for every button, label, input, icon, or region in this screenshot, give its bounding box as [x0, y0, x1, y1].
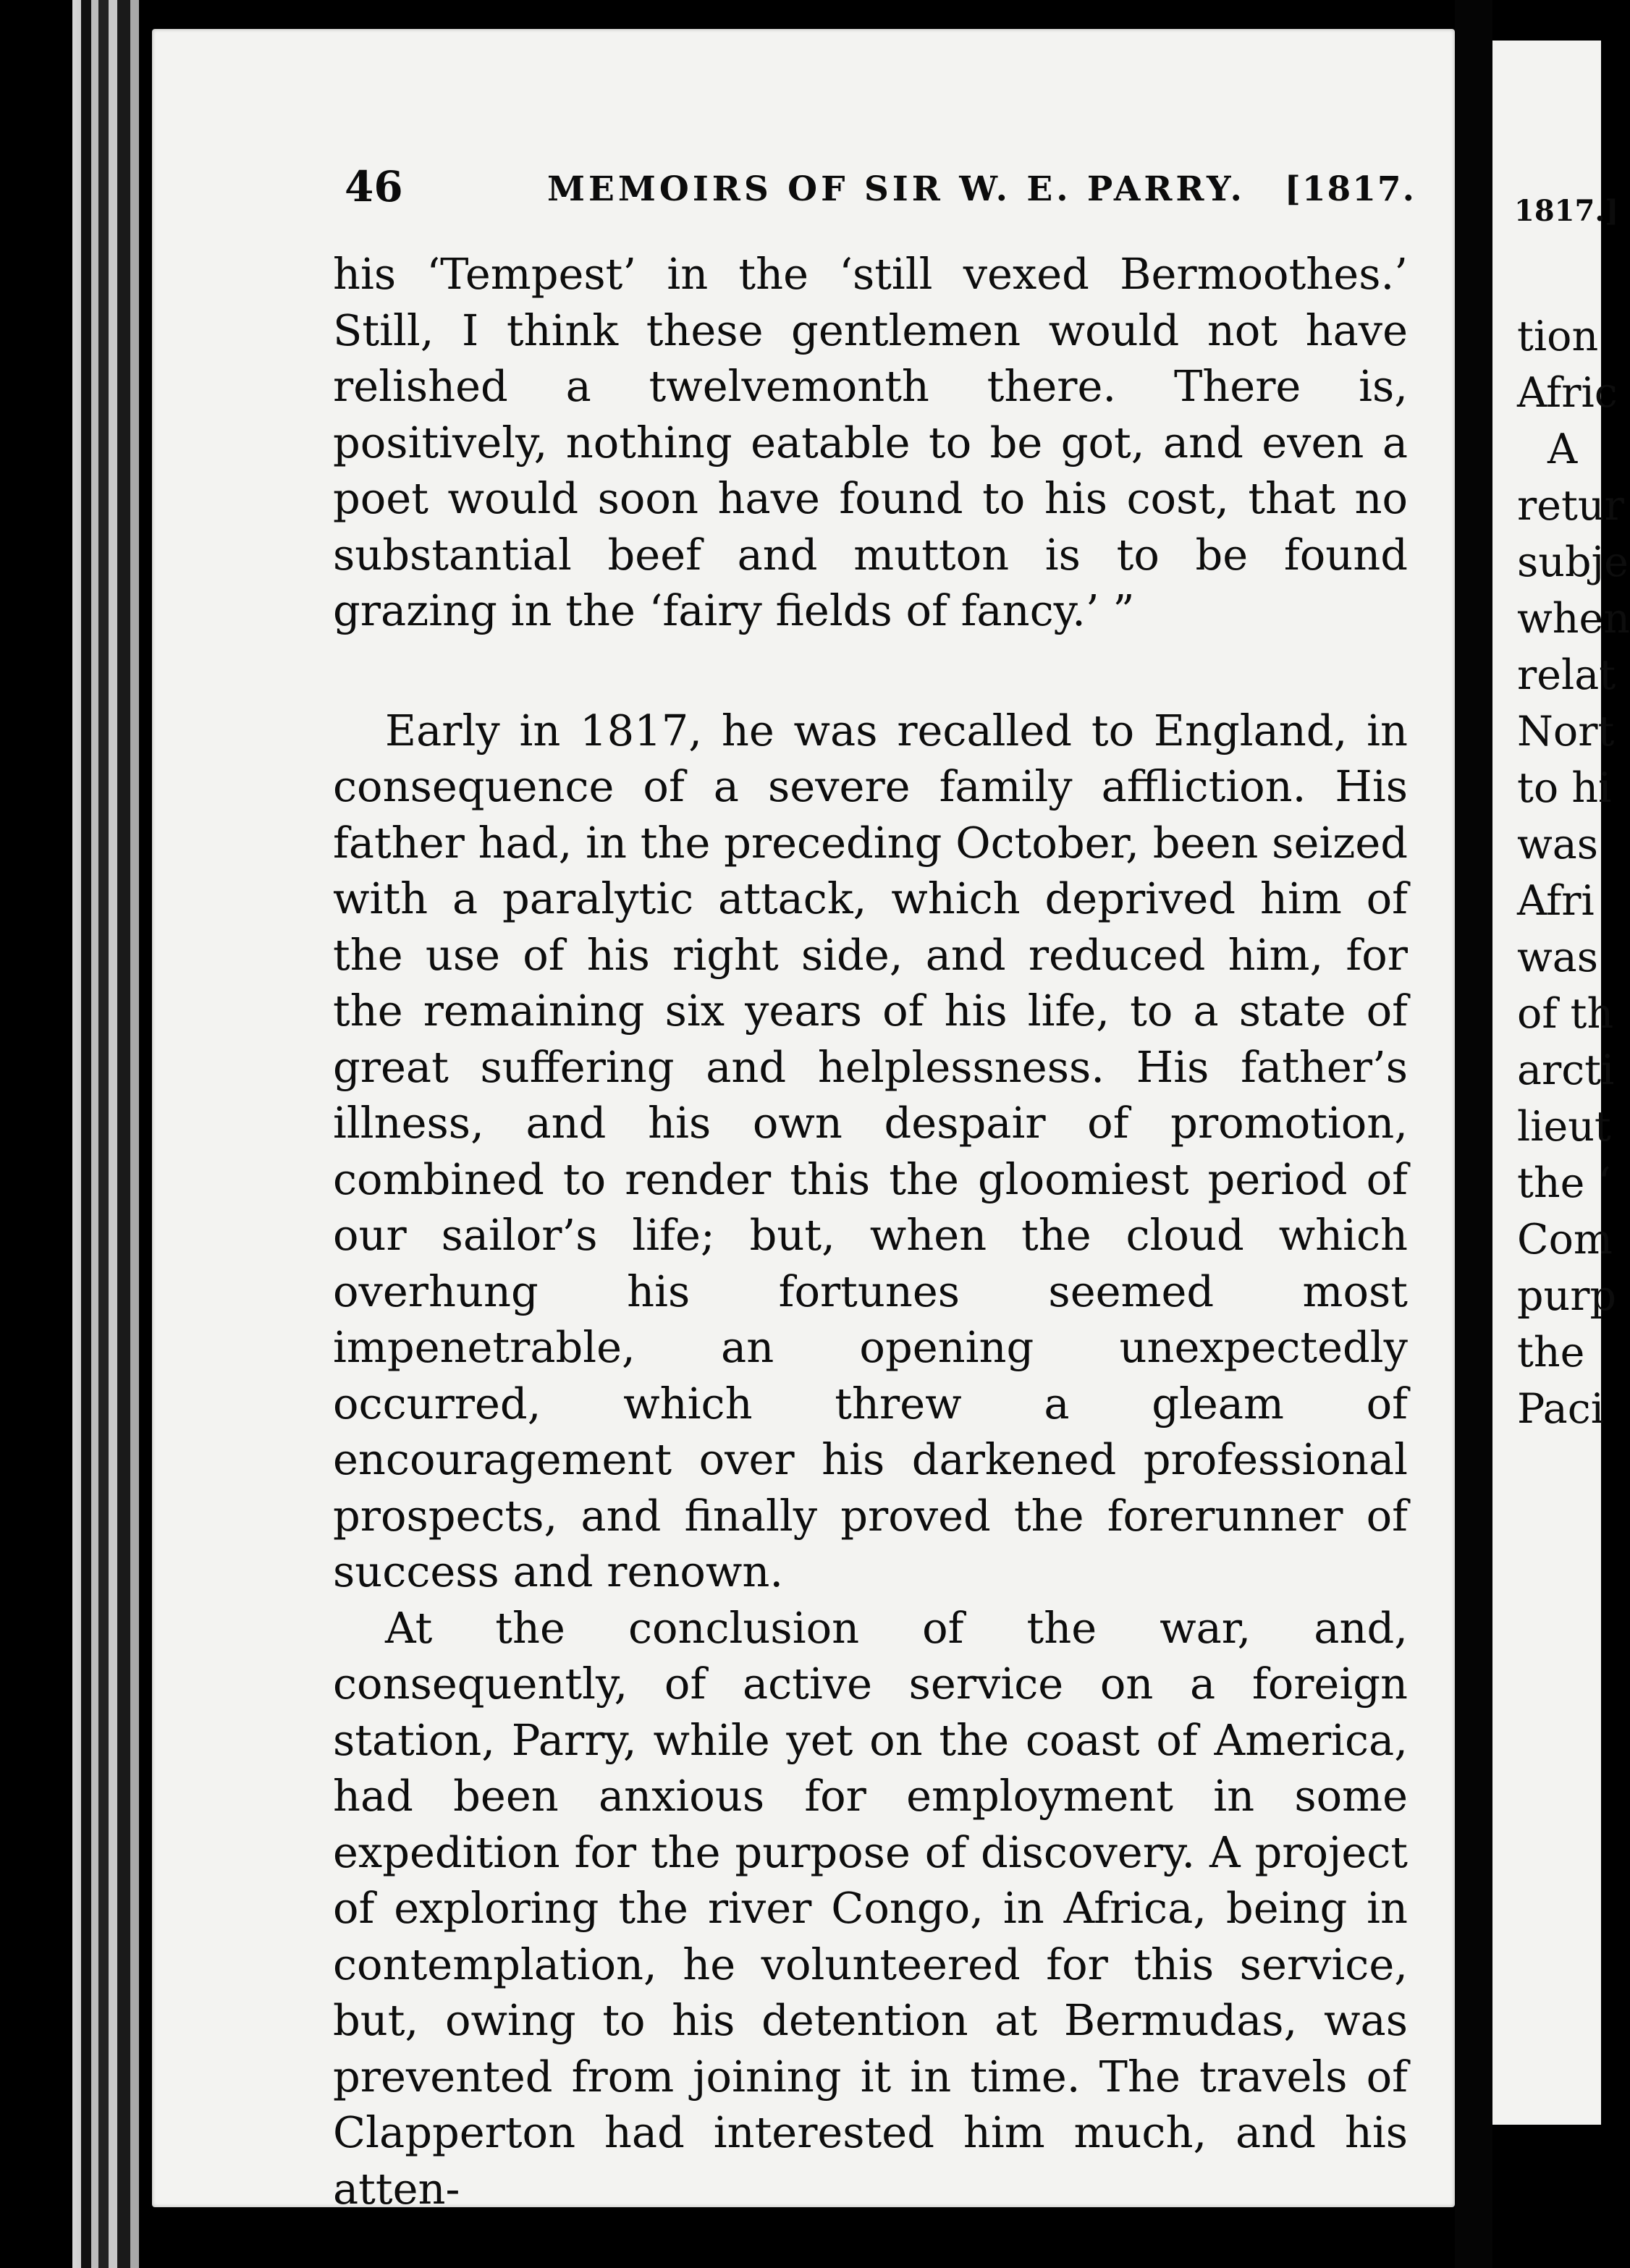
- facing-page-lines: [1517, 308, 1630, 1437]
- facing-line: the: [1517, 1329, 1585, 1376]
- page-header: [345, 155, 1416, 220]
- facing-line: Afri: [1517, 877, 1595, 925]
- year-marker: [1817.: [1284, 169, 1416, 209]
- facing-line: the ‘: [1517, 1159, 1611, 1207]
- facing-line: Paci: [1517, 1385, 1604, 1433]
- paragraph-early-1817: Early in 1817, he was recalled to England, in consequence of a severe family affliction. His father had, in the preceding October, been seized with a paralytic attack, which deprived him of the use of his right side, and reduced him, for the remaining six years of his life, to a state of great suffering and helplessness. His father’s illness, and his own despair of promotion, combined to render this the gloomiest period of our sailor’s life; but, when the cloud which overhung his fortunes seemed most impenetrable, an opening unexpectedly occurred, which threw a gleam of encouragement over his darkened professional prospects, and finally proved the forerunner of success and renown.: [333, 705, 1408, 1596]
- facing-line: tion: [1517, 313, 1599, 360]
- paragraph-conclusion-of-war: At the conclusion of the war, and, consequently, of active service on a foreign station, Parry, while yet on the coast of America, had been anxious for employment in some expedition for the purpose of discovery. A project of exploring the river Congo, in Africa, being in contemplation, he volunteered for this service, but, owing to his detention at Bermudas, was prevented from joining it in time. The travels of Clapperton had interested him much, and his atten-: [333, 1602, 1408, 2214]
- facing-page-header: 1817.]: [1514, 194, 1619, 228]
- facing-line: to hi: [1517, 764, 1612, 812]
- facing-line: Com: [1517, 1216, 1613, 1264]
- facing-line: arcti: [1517, 1046, 1615, 1094]
- facing-line: relat: [1517, 651, 1616, 699]
- facing-line: Afric: [1517, 369, 1618, 417]
- facing-line: when: [1517, 595, 1630, 643]
- facing-line: A: [1547, 426, 1578, 473]
- body-text: [333, 246, 1408, 2217]
- book-gutter: [1455, 0, 1492, 2268]
- facing-line: purp: [1517, 1272, 1616, 1320]
- facing-line: retur: [1517, 482, 1624, 530]
- facing-line: Nort: [1517, 708, 1615, 756]
- facing-line: of th: [1517, 990, 1614, 1038]
- facing-line: lieut: [1517, 1103, 1611, 1151]
- running-title: MEMOIRS OF SIR W. E. PARRY.: [547, 169, 1246, 209]
- facing-line: was: [1517, 821, 1599, 868]
- facing-page-fragment: [1492, 41, 1630, 2125]
- page-number: 46: [345, 162, 403, 211]
- facing-line: was: [1517, 934, 1599, 981]
- paragraph-continued-quote: his ‘Tempest’ in the ‘still vexed Bermoothes.’ Still, I think these gentlemen would not have relished a twelvemonth there. There is, positively, nothing eatable to be got, and even a poet would soon have found to his cost, that no substantial beef and mutton is to be found grazing in the ‘fairy fields of fancy.’ ”: [333, 249, 1408, 635]
- book-page-edges: [0, 0, 166, 2268]
- facing-line: subje: [1517, 538, 1629, 586]
